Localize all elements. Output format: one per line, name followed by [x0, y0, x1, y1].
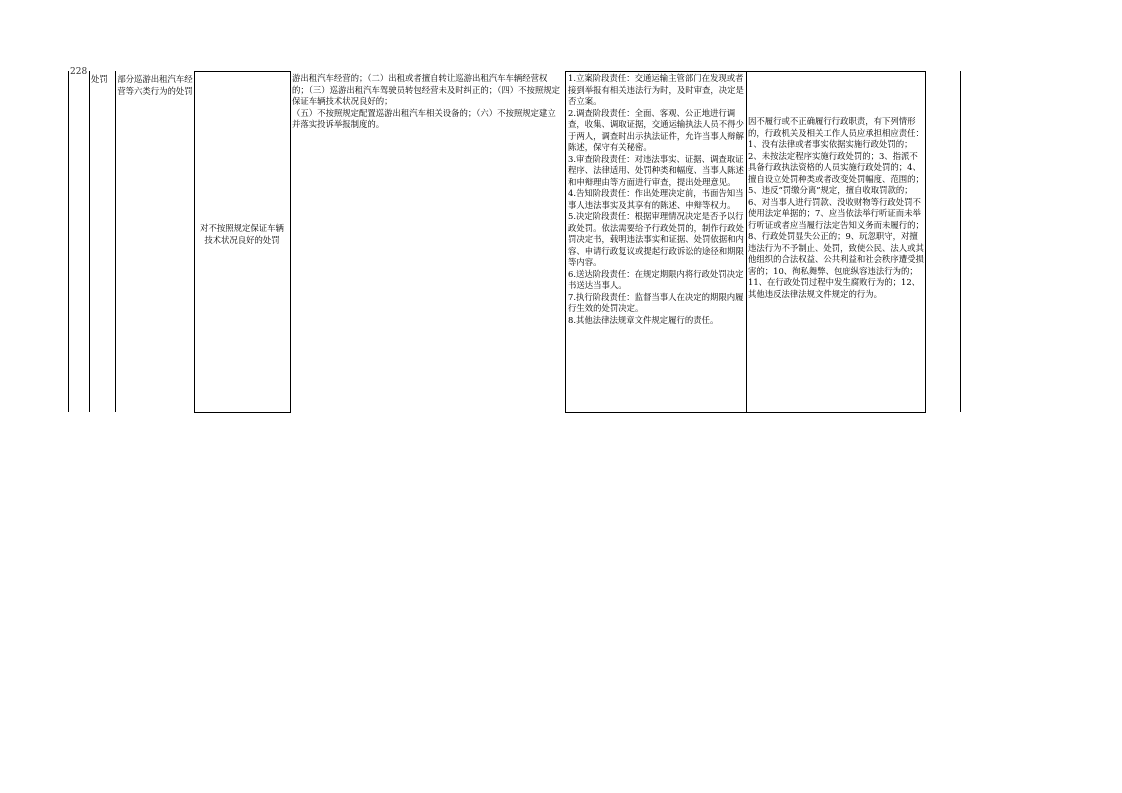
table-border-left	[68, 71, 69, 412]
responsibility-item: 2.调查阶段责任：全面、客观、公正地进行调查，收集、调取证据，交通运输执法人员不得少于两人，调查时出示执法证件，允许当事人辩解陈述，保守有关秘密。	[568, 107, 744, 152]
responsibility-item: 5.决定阶段责任：根据审理情况决定是否予以行政处罚。依法需要给予行政处罚的，制作行政处罚决定书，载明违法事实和证据、处罚依据和内容、申请行政复议或提起行政诉讼的途径和期限等内容。	[568, 211, 744, 267]
row-number: 228	[70, 67, 88, 77]
responsibility-item: 7.执行阶段责任：监督当事人在决定的期限内履行生效的处罚决定。	[568, 291, 744, 313]
responsibility-list	[568, 73, 744, 411]
legal-basis-cell: 游出租汽车经营的；（二）出租或者擅自转让巡游出租汽车车辆经营权的；（三）巡游出租汽车驾驶员转包经营未及时纠正的；（四）不按照规定保证车辆技术状况良好的； （五）不按照规定配置巡游出租汽车相关设备的；（六）不按照规定建立并落实投诉举报制度的。	[292, 73, 560, 129]
accountability-cell: 因不履行或不正确履行行政职责，有下列情形的，行政机关及相关工作人员应承担相应责任：1、没有法律或者事实依据实施行政处罚的；2、未按法定程序实施行政处罚的；3、指派不具备行政执法资格的人员实施行政处罚的；4、擅自设立处罚种类或者改变处罚幅度、范围的；5、违反“罚缴分离”规定，擅自收取罚款的；6、对当事人进行罚款、没收财物等行政处罚不使用法定单据的；7、应当依法举行听证而未举行听证或者应当履行法定告知义务而未履行的；8、行政处罚显失公正的；9、玩忽职守，对擅违法行为不予制止、处罚，致使公民、法人或其他组织的合法权益、公共利益和社会秩序遭受损害的；10、徇私舞弊、包庇纵容违法行为的；11、在行政处罚过程中发生腐败行为的；12、其他违反法律法规文件规定的行为。	[748, 116, 924, 299]
column-divider	[89, 71, 90, 412]
responsibility-item: 3.审查阶段责任：对违法事实、证据、调查取证程序、法律适用、处罚种类和幅度、当事人陈述和申辩理由等方面进行审查，提出处理意见。	[568, 153, 744, 187]
responsibility-item: 4.告知阶段责任：作出处理决定前，书面告知当事人违法事实及其享有的陈述、申辩等权力。	[568, 188, 744, 210]
sub-item-cell: 对不按照规定保证车辆技术状况良好的处罚	[200, 223, 284, 245]
responsibility-item: 8.其他法律法规章文件规定履行的责任。	[568, 314, 719, 325]
column-divider	[960, 71, 961, 412]
responsibility-item: 6.送达阶段责任：在规定期限内将行政处罚决定书送达当事人。	[568, 268, 744, 290]
responsibility-item: 1.立案阶段责任：交通运输主管部门在发现或者接到举报有相关违法行为时，及时审查，决定是否立案。	[568, 73, 744, 106]
item-name-cell: 部分巡游出租汽车经营等六类行为的处罚	[117, 74, 193, 96]
column-divider	[115, 71, 116, 412]
category-cell: 处罚	[91, 74, 108, 84]
